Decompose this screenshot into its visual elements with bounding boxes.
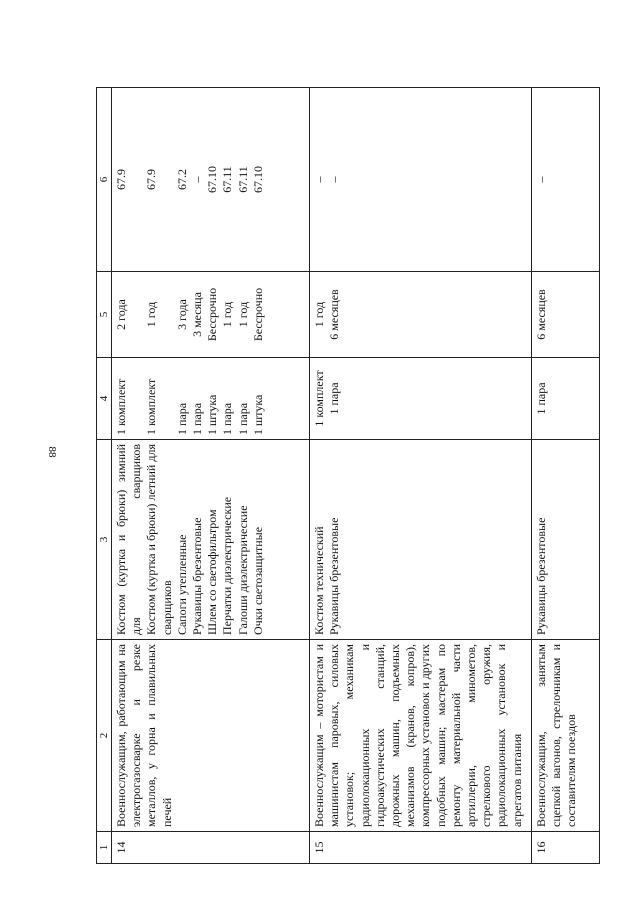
item-quantity: 1 пара xyxy=(327,382,342,415)
header-col-3: 3 xyxy=(97,440,112,640)
item-name: Рукавицы брезентовые xyxy=(534,517,548,635)
item-reference: – xyxy=(534,176,548,183)
item-term: 2 года xyxy=(114,299,128,330)
item-reference: – xyxy=(189,176,204,183)
items-cell xyxy=(310,440,532,640)
table-row xyxy=(112,88,310,864)
item-name: Галоши диэлектрические xyxy=(235,505,250,635)
item-name: Костюм (куртка и брюки) летний для сварщиков xyxy=(144,444,174,635)
term-cell xyxy=(112,272,310,358)
header-col-2: 2 xyxy=(97,640,112,832)
item-quantity: 1 штука xyxy=(205,394,220,435)
item-term: 6 месяцев xyxy=(534,289,548,340)
table-row xyxy=(532,88,600,864)
item-name: Костюм (куртка и брюки) зимний для сварщиков xyxy=(114,444,144,635)
items-cell xyxy=(112,440,310,640)
row-number: 15 xyxy=(310,832,532,864)
item-quantity: 1 пара xyxy=(534,382,548,415)
item-reference: 67.11 xyxy=(235,166,250,193)
item-quantity: 1 штука xyxy=(250,394,265,435)
row-number: 16 xyxy=(532,832,600,864)
table-header-row xyxy=(97,88,112,864)
term-cell xyxy=(310,272,532,358)
item-reference: 67.9 xyxy=(144,169,159,190)
item-name: Сапоги утепленные xyxy=(174,534,189,635)
item-reference: 67.11 xyxy=(220,166,235,193)
item-quantity: 1 комплект xyxy=(114,378,128,435)
clothing-norms-table xyxy=(96,88,600,864)
item-name: Рукавицы брезентовые xyxy=(190,517,205,635)
item-term: 1 год xyxy=(144,301,159,328)
item-quantity: 1 комплект xyxy=(144,378,159,435)
item-quantity: 1 пара xyxy=(174,402,189,435)
row-number: 14 xyxy=(112,832,310,864)
term-cell xyxy=(532,272,600,358)
item-quantity: 1 пара xyxy=(235,402,250,435)
item-reference: 67.2 xyxy=(174,169,189,190)
item-term: 1 год xyxy=(235,301,250,328)
item-reference: 67.10 xyxy=(205,166,220,193)
page-number: 88 xyxy=(46,446,58,458)
item-name: Перчатки диэлектрические xyxy=(220,496,235,635)
item-name: Шлем со светофильтром xyxy=(205,509,220,635)
header-col-5: 5 xyxy=(97,272,112,358)
header-col-6: 6 xyxy=(97,88,112,272)
item-term: 6 месяцев xyxy=(327,289,342,340)
reference-cell xyxy=(310,88,532,272)
table-row xyxy=(310,88,532,864)
quantity-cell xyxy=(112,358,310,440)
quantity-cell xyxy=(532,358,600,440)
item-reference: – xyxy=(312,176,326,183)
item-quantity: 1 комплект xyxy=(312,370,326,427)
item-term: Бессрочно xyxy=(205,287,220,342)
item-term: Бессрочно xyxy=(250,287,265,342)
item-reference: 67.9 xyxy=(114,169,128,190)
item-name: Рукавицы брезентовые xyxy=(327,517,342,635)
item-term: 3 месяца xyxy=(189,292,204,337)
header-col-4: 4 xyxy=(97,358,112,440)
header-col-1: 1 xyxy=(97,832,112,864)
items-cell xyxy=(532,440,600,640)
item-term: 3 года xyxy=(174,299,189,330)
item-reference: – xyxy=(327,176,342,183)
quantity-cell xyxy=(310,358,532,440)
item-term: 1 год xyxy=(220,301,235,328)
personnel-category: Военнослужащим, работающим на электрогазосварке и резке металлов, у горна и плавильных печей xyxy=(112,640,310,832)
table xyxy=(96,87,600,864)
personnel-category: Военнослужащим – мотористам и машинистам паровых, силовых установок; механикам радиолокационных и гидроакустических станций, дорожных машин, подъемных механизмов (кранов, копров), компрессорных установок и других подобных машин; мастерам по ремонту материальной части артиллерии, минометов, стрелкового оружия, радиолокационных установок и агрегатов питания xyxy=(310,640,532,832)
reference-cell xyxy=(532,88,600,272)
item-name: Костюм технический xyxy=(312,526,326,635)
reference-cell xyxy=(112,88,310,272)
item-name: Очки светозащитные xyxy=(250,526,265,635)
personnel-category: Военнослужащим, занятым сцепкой вагонов, стрелочникам и составителям поездов xyxy=(532,640,600,832)
item-quantity: 1 пара xyxy=(189,402,204,435)
item-term: 1 год xyxy=(312,301,326,328)
item-quantity: 1 пара xyxy=(220,402,235,435)
item-reference: 67.10 xyxy=(250,166,265,193)
